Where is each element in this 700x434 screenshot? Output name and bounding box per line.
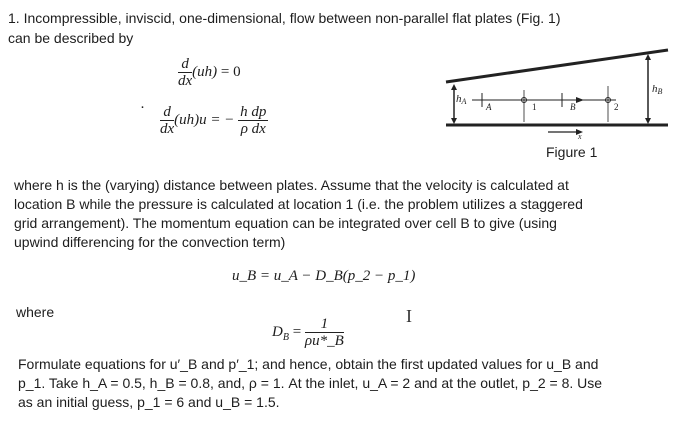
- top-plate: [446, 50, 668, 82]
- para-line-1: where h is the (varying) distance between plates. Assume that the velocity is calculated at: [14, 177, 569, 193]
- velocity-b-arrow: [576, 97, 584, 103]
- pressure-fraction: $\frac{\text{h dp}}{\text{ρ dx}}$: [240, 104, 267, 137]
- task-line-1: Formulate equations for u′_B and p′_1; and hence, obtain the first updated values for u_B and: [18, 356, 599, 372]
- label-2: 2: [614, 102, 619, 112]
- para-line-4: upwind differencing for the convection term): [14, 234, 286, 250]
- db-fraction: $\frac{1}{\rho u*\_B}$: [304, 316, 344, 349]
- where-label: where: [16, 304, 55, 320]
- momentum-lhs: (uh)u = −: [174, 111, 235, 128]
- label-x: x: [578, 132, 582, 140]
- figure-1-diagram: [436, 40, 676, 140]
- label-a: A: [486, 102, 492, 112]
- label-hb: hB: [652, 83, 663, 96]
- figure-caption: Figure 1: [546, 144, 598, 160]
- label-ha: hA: [456, 93, 467, 106]
- continuity-equation: [178, 56, 241, 89]
- text-cursor-icon: I: [406, 306, 412, 326]
- continuity-rhs: = 0: [220, 63, 241, 80]
- para-line-3: grid arrangement). The momentum equation can be integrated over cell B to give (using: [14, 215, 557, 231]
- task-line-2: p_1. Take h_A = 0.5, h_B = 0.8, and, ρ = 1. At the inlet, u_A = 2 and at the outlet, p_2 = 8. Use: [18, 375, 603, 391]
- uh-term: (uh): [192, 63, 218, 80]
- para-line-2: location B while the pressure is calculated at location 1 (i.e. the problem utilizes a staggered: [14, 196, 583, 212]
- intro-line-2: can be described by: [8, 30, 134, 46]
- derivative-fraction: $\frac{d}{dx}$: [178, 56, 193, 89]
- task-line-3: as an initial guess, p_1 = 6 and u_B = 1.5.: [18, 394, 280, 410]
- db-equation: $D_B$ = $\frac{1}{\rho u*\_B}$: [272, 316, 344, 349]
- momentum-discrete-equation: u_B = u_A − D_B(p_2 − p_1): [232, 268, 416, 284]
- label-1: 1: [532, 102, 537, 112]
- label-b: B: [570, 102, 576, 112]
- momentum-pde-bullet: ·: [140, 100, 145, 116]
- momentum-pde: [160, 104, 268, 137]
- intro-line-1: 1. Incompressible, inviscid, one-dimensional, flow between non-parallel flat plates (Fig. 1): [8, 10, 561, 26]
- derivative-fraction: $\frac{d}{dx}$: [160, 104, 175, 137]
